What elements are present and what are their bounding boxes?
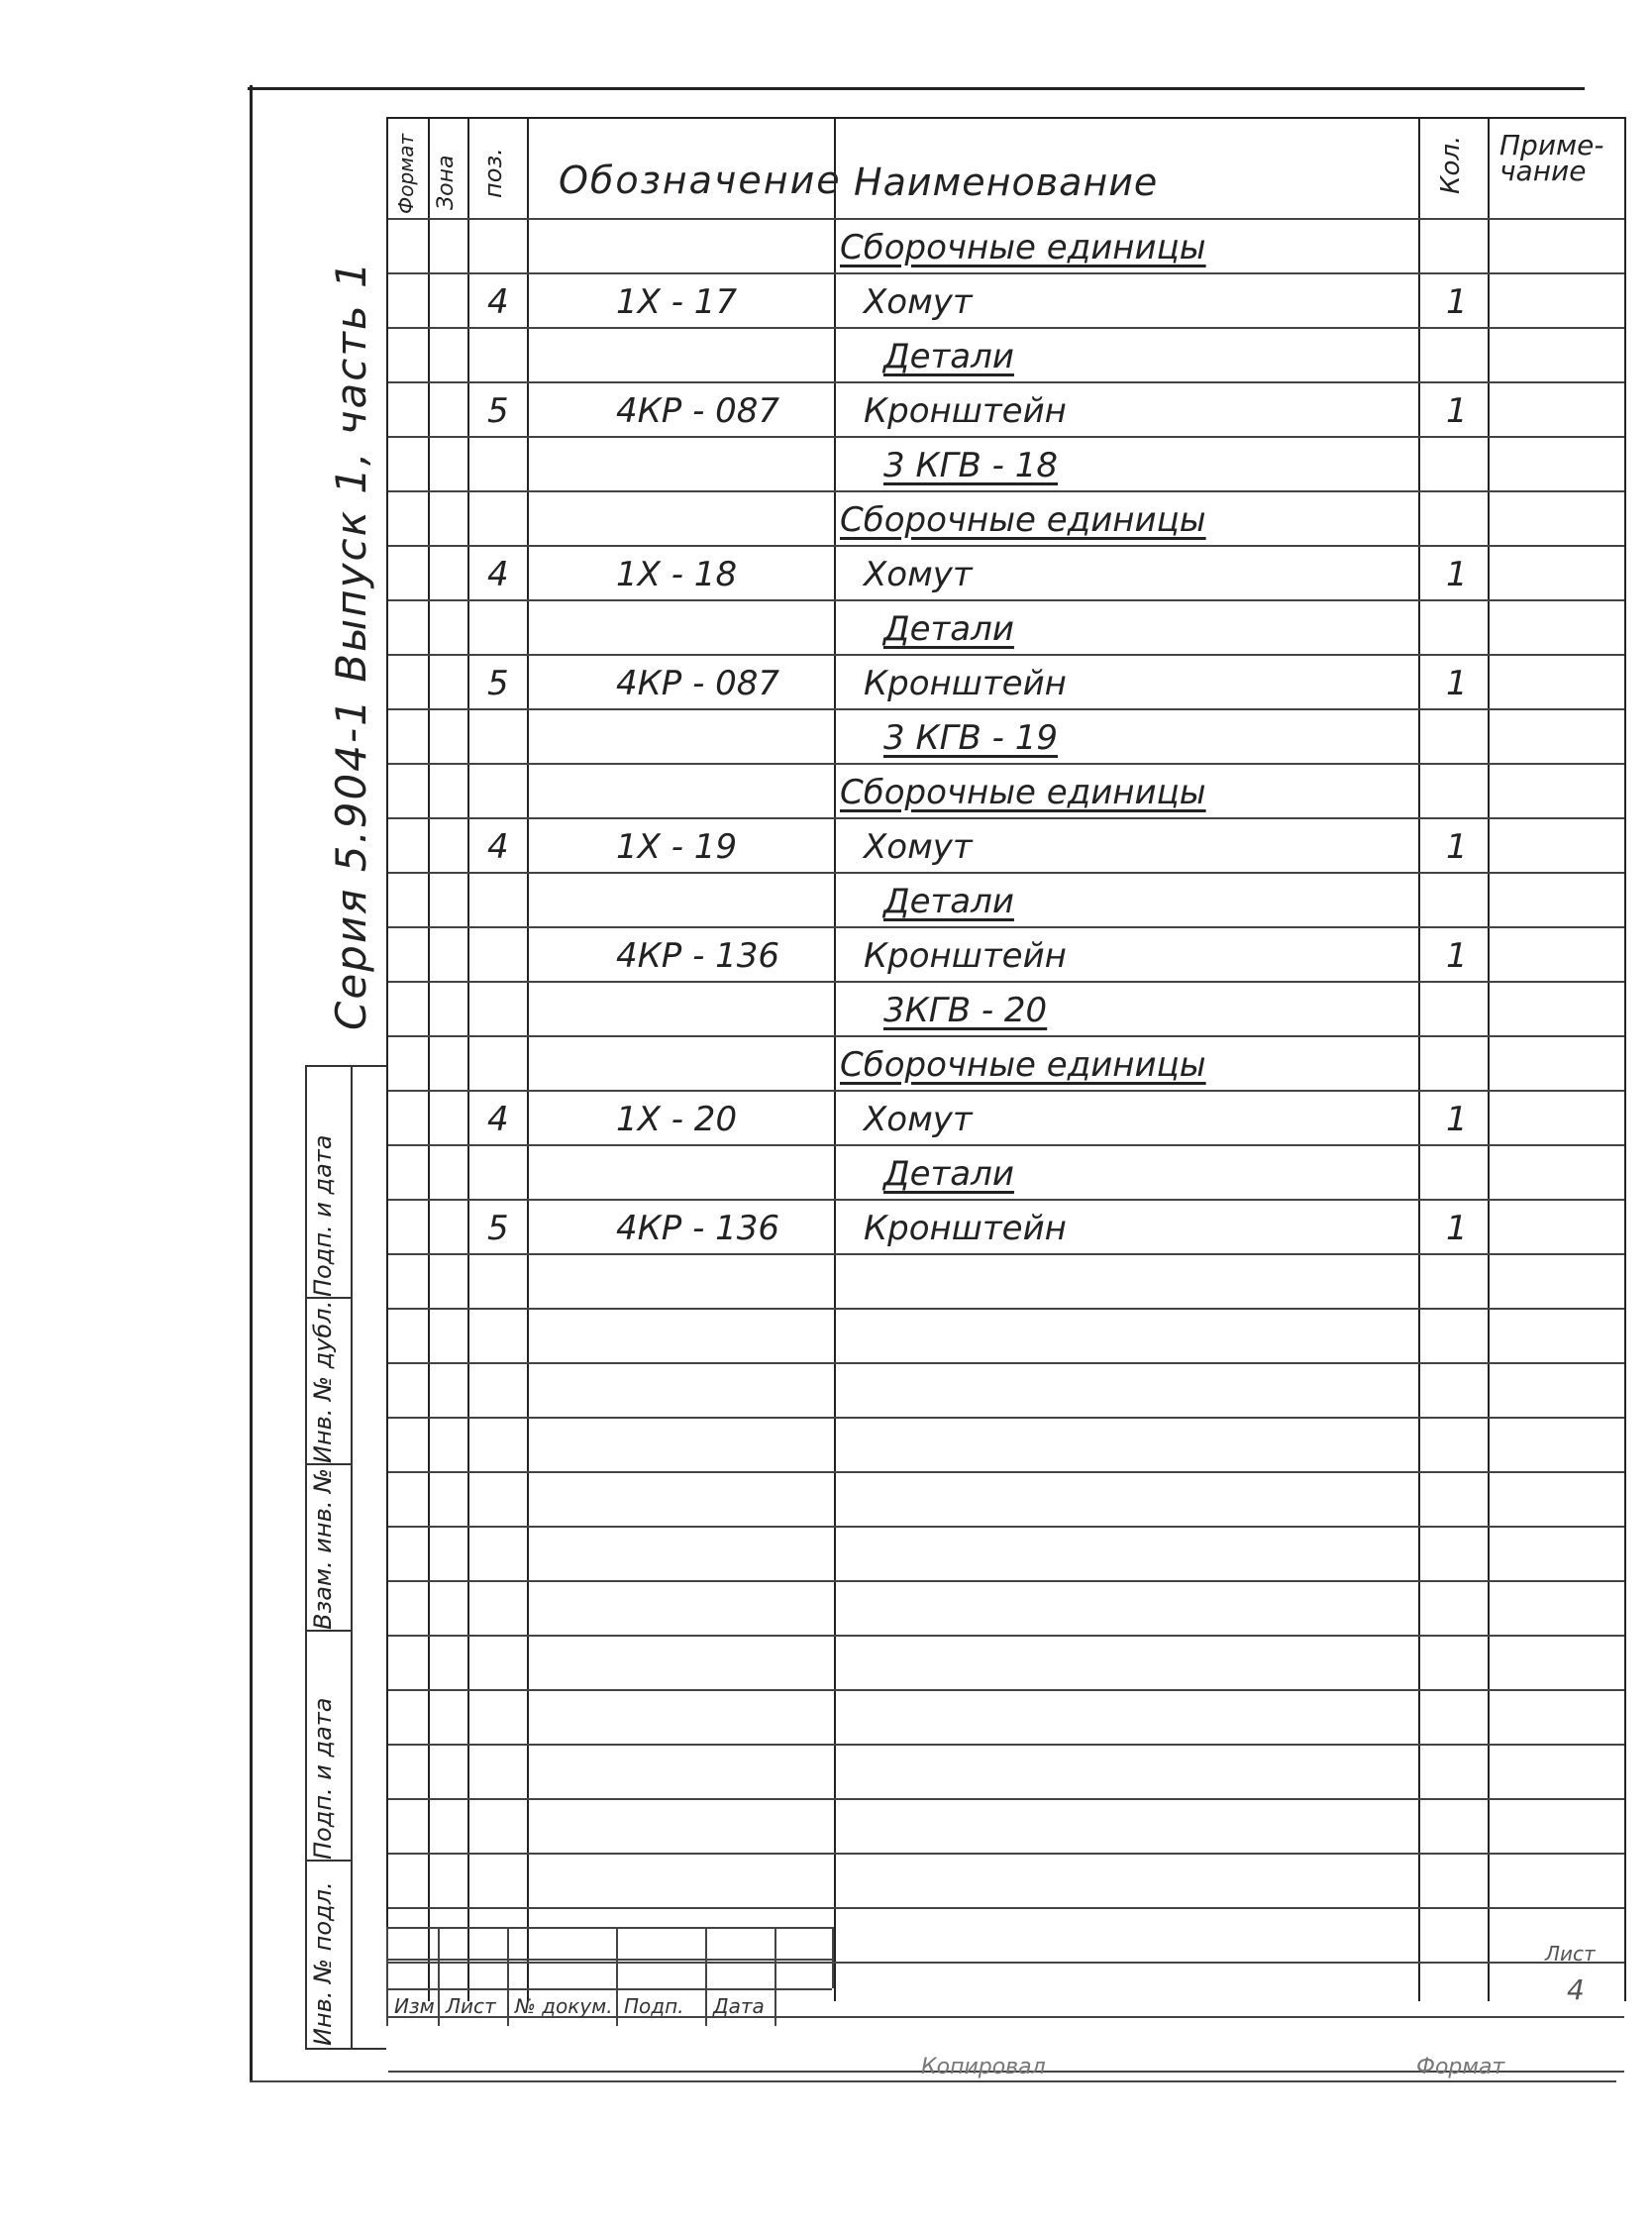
side-cell-signature-date-2 bbox=[307, 1630, 351, 1862]
stamp-line bbox=[832, 1927, 834, 1988]
side-cell-replace-inventory bbox=[307, 1463, 351, 1632]
row-divider bbox=[388, 1253, 1624, 1255]
table-cell-name: Кронштейн bbox=[864, 391, 1067, 431]
row-divider bbox=[388, 1689, 1624, 1691]
header-designation: Обозначение bbox=[559, 159, 842, 202]
table-cell-pos: 4 bbox=[487, 282, 509, 322]
col-divider bbox=[428, 119, 430, 2001]
table-cell-pos: 5 bbox=[487, 391, 509, 431]
stamp-line bbox=[774, 1927, 776, 2026]
row-divider bbox=[388, 436, 1624, 438]
row-divider bbox=[388, 1199, 1624, 1201]
table-cell-qty: 1 bbox=[1446, 1100, 1468, 1139]
row-divider bbox=[388, 1798, 1624, 1800]
row-divider bbox=[388, 1744, 1624, 1746]
table-cell-designation: 4КР - 136 bbox=[616, 1209, 780, 1248]
series-label: Серия 5.904-1 Выпуск 1, часть 1 bbox=[327, 260, 375, 1030]
table-cell-designation: 1Х - 18 bbox=[616, 555, 738, 594]
col-divider bbox=[834, 119, 836, 2001]
specification-table bbox=[386, 117, 1626, 2001]
table-cell-name: Сборочные единицы bbox=[840, 773, 1206, 812]
stamp-label-signature: Подп. bbox=[624, 1994, 684, 2018]
table-cell-qty: 1 bbox=[1446, 391, 1468, 431]
stamp-label-date: Дата bbox=[713, 1994, 765, 2018]
row-divider bbox=[388, 1635, 1624, 1637]
table-cell-name: Хомут bbox=[864, 555, 973, 594]
side-strip-divider bbox=[351, 1067, 353, 2048]
table-cell-designation: 1Х - 19 bbox=[616, 827, 738, 867]
sheet-number: 4 bbox=[1567, 1973, 1585, 2006]
table-cell-name: Сборочные единицы bbox=[840, 228, 1206, 267]
row-divider bbox=[388, 272, 1624, 274]
row-divider bbox=[388, 327, 1624, 329]
row-divider bbox=[388, 1580, 1624, 1582]
row-divider bbox=[388, 599, 1624, 601]
side-cell-signature-date-1 bbox=[307, 1067, 351, 1299]
table-cell-qty: 1 bbox=[1446, 1209, 1468, 1248]
row-divider bbox=[388, 817, 1624, 819]
header-qty: Кол. bbox=[1436, 135, 1466, 194]
side-cell-label: Взам. инв. № bbox=[309, 1468, 337, 1630]
table-cell-name: Детали bbox=[883, 882, 1014, 921]
sheet-label: Лист bbox=[1545, 1942, 1596, 1966]
stamp-line bbox=[386, 1988, 832, 1990]
row-divider bbox=[388, 654, 1624, 656]
row-divider bbox=[388, 1362, 1624, 1364]
table-cell-pos: 5 bbox=[487, 1209, 509, 1248]
row-divider bbox=[388, 1907, 1624, 1909]
row-divider bbox=[388, 926, 1624, 928]
table-cell-designation: 4КР - 136 bbox=[616, 936, 780, 976]
header-note: Приме- чание bbox=[1499, 129, 1604, 187]
table-cell-designation: 4КР - 087 bbox=[616, 664, 780, 703]
header-pos: поз. bbox=[479, 148, 507, 198]
side-stamp-strip bbox=[305, 1065, 386, 2050]
table-cell-qty: 1 bbox=[1446, 827, 1468, 867]
table-cell-pos: 4 bbox=[487, 555, 509, 594]
table-cell-qty: 1 bbox=[1446, 282, 1468, 322]
table-cell-designation: 4КР - 087 bbox=[616, 391, 780, 431]
table-cell-name: Кронштейн bbox=[864, 664, 1067, 703]
stamp-label-sheet: Лист bbox=[446, 1994, 496, 2018]
row-divider bbox=[388, 1144, 1624, 1146]
side-cell-orig-inventory bbox=[307, 1860, 351, 2046]
table-cell-name: Детали bbox=[883, 337, 1014, 376]
table-cell-name: Кронштейн bbox=[864, 1209, 1067, 1248]
row-divider bbox=[388, 872, 1624, 874]
stamp-line bbox=[616, 1927, 618, 2026]
stamp-line bbox=[386, 1927, 832, 1929]
table-cell-pos: 4 bbox=[487, 827, 509, 867]
row-divider bbox=[388, 1853, 1624, 1855]
stamp-label-change: Изм bbox=[394, 1994, 435, 2018]
footer-format-label: Формат bbox=[1416, 2055, 1505, 2079]
header-name: Наименование bbox=[854, 160, 1159, 204]
table-cell-name: Хомут bbox=[864, 282, 973, 322]
sheet-number-box bbox=[1545, 1942, 1614, 2021]
table-cell-qty: 1 bbox=[1446, 664, 1468, 703]
table-cell-pos: 4 bbox=[487, 1100, 509, 1139]
title-block-stamp bbox=[386, 1927, 832, 2026]
row-divider bbox=[388, 981, 1624, 983]
row-divider bbox=[388, 1417, 1624, 1419]
side-cell-label: Подп. и дата bbox=[309, 1697, 337, 1860]
side-cell-dup-inventory bbox=[307, 1297, 351, 1465]
stamp-line bbox=[386, 1927, 388, 2026]
header-zone: Зона bbox=[434, 155, 459, 210]
table-cell-designation: 1Х - 17 bbox=[616, 282, 738, 322]
table-cell-name: 3 КГВ - 19 bbox=[883, 718, 1058, 758]
stamp-line bbox=[438, 1927, 440, 2026]
row-divider bbox=[388, 545, 1624, 547]
table-cell-name: Детали bbox=[883, 1154, 1014, 1194]
stamp-line bbox=[507, 1927, 509, 2026]
table-cell-name: Хомут bbox=[864, 827, 973, 867]
col-divider bbox=[1488, 119, 1490, 2001]
frame-bottom-border bbox=[250, 2080, 1616, 2082]
col-divider bbox=[1418, 119, 1420, 2001]
table-cell-name: Сборочные единицы bbox=[840, 1045, 1206, 1085]
stamp-line bbox=[386, 1959, 832, 1961]
row-divider bbox=[388, 1526, 1624, 1528]
row-divider bbox=[388, 1471, 1624, 1473]
table-cell-name: 3 КГВ - 18 bbox=[883, 446, 1058, 485]
header-format: Формат bbox=[394, 133, 418, 214]
col-divider bbox=[527, 119, 529, 2001]
stamp-label-document: № докум. bbox=[515, 1994, 613, 2018]
side-cell-label: Инв. № дубл. bbox=[309, 1300, 337, 1463]
table-cell-pos: 5 bbox=[487, 664, 509, 703]
row-divider bbox=[388, 1090, 1624, 1092]
side-cell-label: Подп. и дата bbox=[309, 1134, 337, 1297]
row-divider bbox=[388, 218, 1624, 220]
row-divider bbox=[388, 381, 1624, 383]
row-divider bbox=[388, 708, 1624, 710]
table-cell-qty: 1 bbox=[1446, 936, 1468, 976]
row-divider bbox=[388, 763, 1624, 765]
table-cell-designation: 1Х - 20 bbox=[616, 1100, 738, 1139]
table-cell-name: Хомут bbox=[864, 1100, 973, 1139]
row-divider bbox=[388, 490, 1624, 492]
row-divider bbox=[388, 1308, 1624, 1310]
table-cell-name: 3КГВ - 20 bbox=[883, 991, 1048, 1030]
frame-top-border bbox=[248, 87, 1585, 90]
table-cell-name: Сборочные единицы bbox=[840, 500, 1206, 540]
table-cell-qty: 1 bbox=[1446, 555, 1468, 594]
row-divider bbox=[388, 1035, 1624, 1037]
stamp-line bbox=[705, 1927, 707, 2026]
table-cell-name: Кронштейн bbox=[864, 936, 1067, 976]
frame-left-border bbox=[250, 85, 253, 2082]
col-divider bbox=[467, 119, 469, 2001]
footer-copied-label: Копировал bbox=[921, 2055, 1046, 2079]
side-cell-label: Инв. № подл. bbox=[309, 1881, 337, 2046]
table-cell-name: Детали bbox=[883, 609, 1014, 649]
